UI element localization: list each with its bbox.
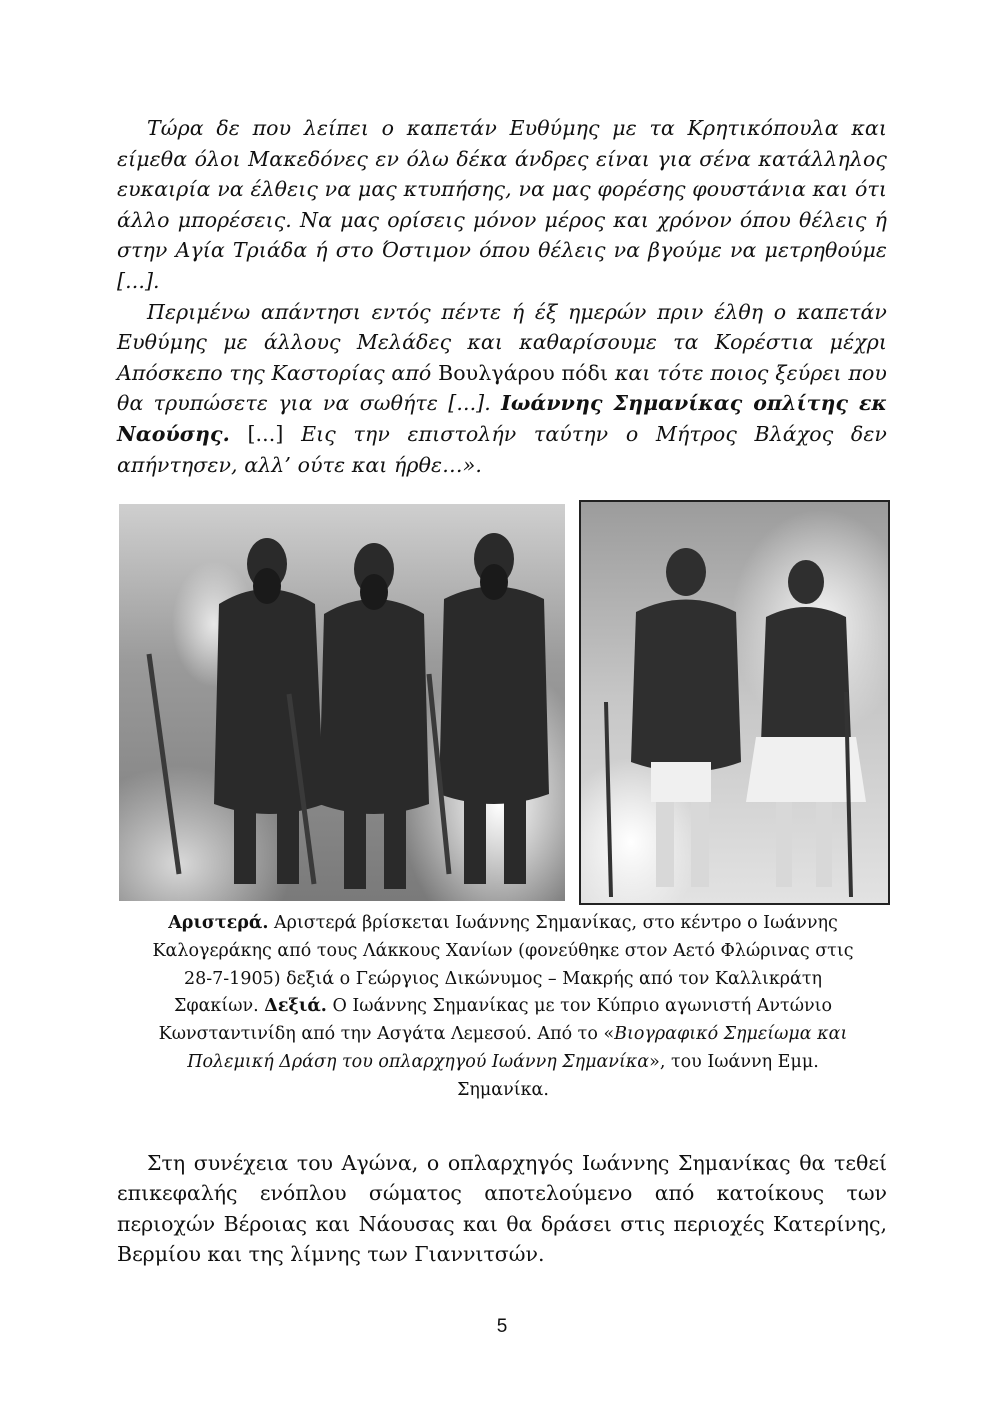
photo-caption	[140, 910, 866, 1105]
page-number: 5	[496, 1316, 508, 1337]
photo-left-figures	[119, 504, 565, 901]
caption-text: Ο Ιωάννης Σημανίκας με τον Κύπριο αγωνιστή Αντώνιο Κωνσταντινίδη από την Ασγάτα Λεμεσού. Από το «	[158, 996, 833, 1045]
body-paragraph: Στη συνέχεια του Αγώνα, ο οπλαρχηγός Ιωάννης Σημανίκας θα τεθεί επικεφαλής ενόπλου σώματος αποτελούμενο από κατοίκους των περιοχών Βέροιας και Νάουσας και θα δράσει στις περιοχές Κατερίνης, Βερμίου και της λίμνης των Γιαννιτσών.	[117, 1151, 887, 1267]
letter-text: και τότε ποιος ξεύρει που θα τρυπώσετε για να σωθήτε [...].	[117, 360, 887, 416]
letter-ellipsis: [...]	[229, 421, 302, 446]
quoted-letter	[117, 113, 887, 480]
photo-left	[119, 504, 565, 901]
photo-right-figures	[581, 502, 888, 903]
letter-text-upright: Βουλγάρου πόδι	[438, 360, 609, 385]
letter-text: Περιμένω απάντησι εντός πέντε ή έξ ημερών πριν έλθη ο καπετάν Ευθύμης με άλλους Μελάδες και καθαρίσουμε τα Κορέστια μέχρι Απόσκεπο της Καστορίας από	[117, 299, 887, 385]
letter-text: Εις την επιστολήν ταύτην ο Μήτρος Βλάχος δεν απήντησεν, αλλ’ ούτε και ήρθε…».	[117, 421, 887, 477]
letter-paragraph-2	[117, 297, 887, 481]
letter-signature: Ιωάννης Σημανίκας οπλίτης εκ Ναούσης.	[117, 391, 887, 446]
caption-text: », του Ιωάννη Εμμ. Σημανίκα.	[457, 1051, 819, 1100]
caption-left-label: Αριστερά.	[168, 913, 269, 933]
caption-right-label: Δεξιά.	[264, 996, 327, 1017]
caption-source-title: Βιογραφικό Σημείωμα και Πολεμική Δράση του οπλαρχηγού Ιωάννη Σημανίκα	[187, 1024, 848, 1072]
caption-text: Αριστερά βρίσκεται Ιωάννης Σημανίκας, στο κέντρο ο Ιωάννης Καλογεράκης από τους Λάκκους Χανίων (φονεύθηκε στον Αετό Φλώρινας στις 28-7-1905) δεξιά ο Γεώργιος Δικώνυμος – Μακρής από τον Καλλικράτη Σφακίων.	[152, 913, 854, 1017]
letter-paragraph-1: Τώρα δε που λείπει ο καπετάν Ευθύμης με τα Κρητικόπουλα και είμεθα όλοι Μακεδόνες εν όλω δέκα άνδρες είναι για σένα κατάλληλος ευκαιρία να έλθεις να μας κτυπήσης, να μας φορέσης φουστάνια και ότι άλλο μπορέσεις. Να μας ορίσεις μόνον μέρος και χρόνον όπου θέλεις ή στην Αγία Τριάδα ή στο Όστιμον όπου θέλεις να βγούμε να μετρηθούμε [...].	[117, 116, 887, 293]
photo-right	[579, 500, 890, 905]
